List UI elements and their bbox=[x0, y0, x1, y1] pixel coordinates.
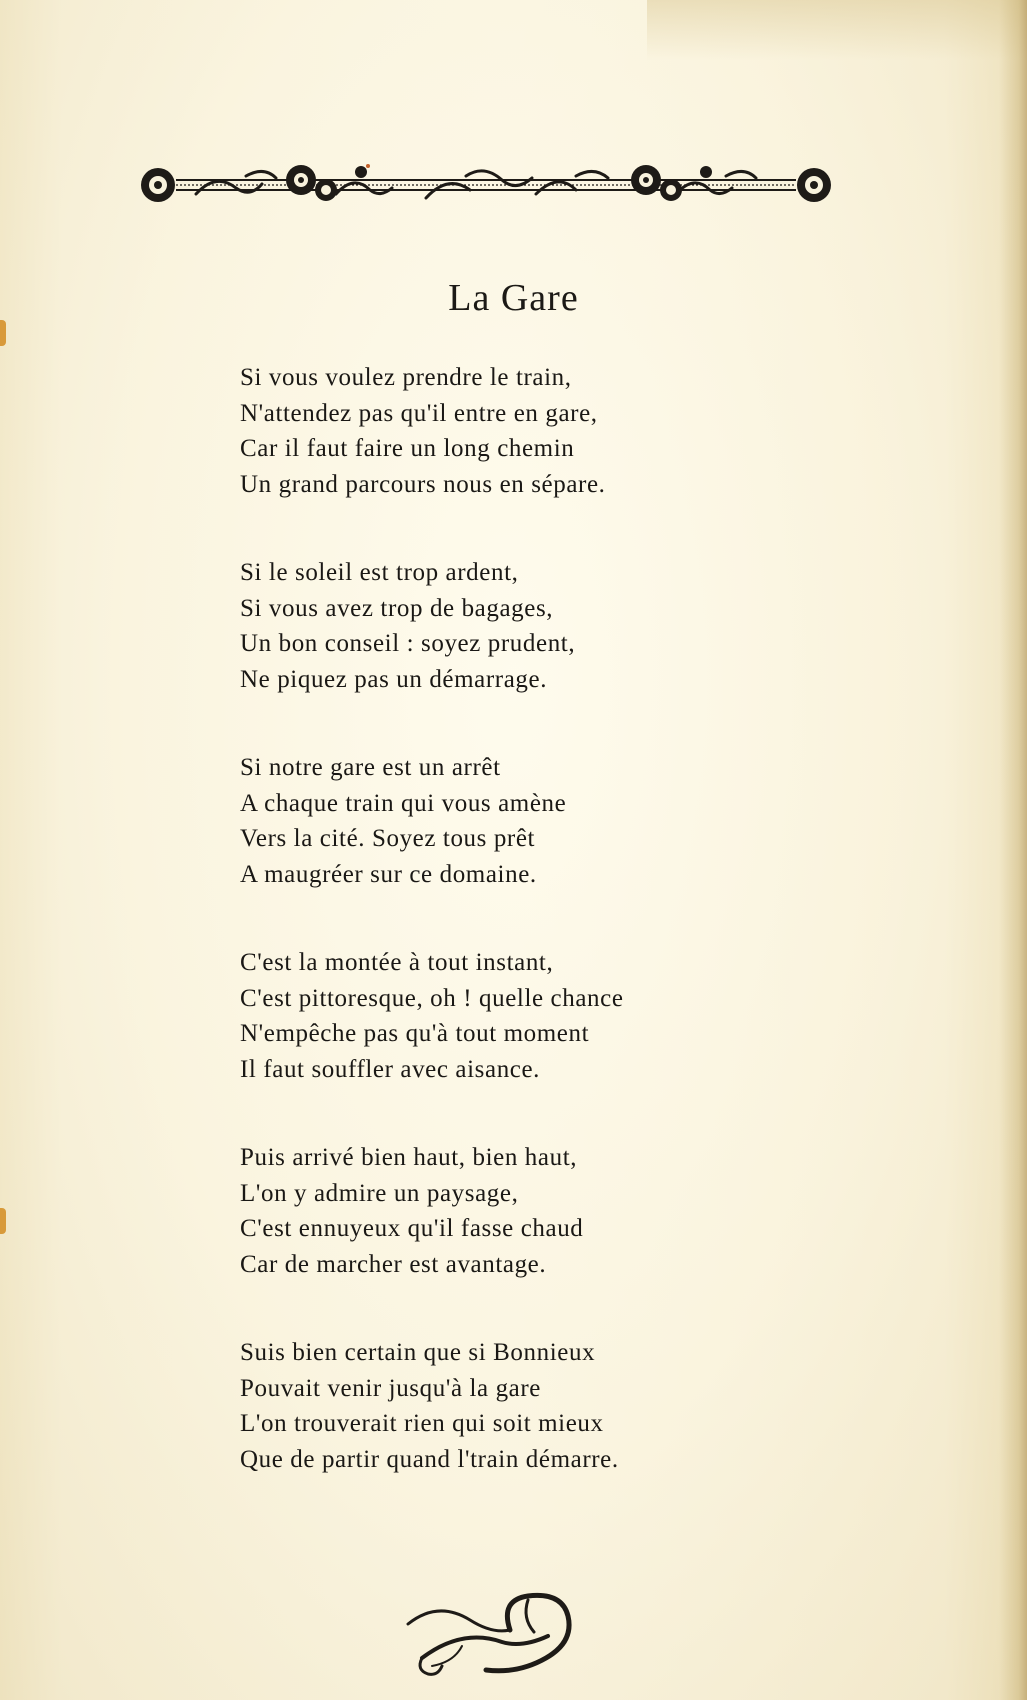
poem-line: Pouvait venir jusqu'à la gare bbox=[240, 1374, 541, 1402]
poem-line: N'empêche pas qu'à tout moment bbox=[240, 1020, 590, 1047]
poem-line: Si vous voulez prendre le train, bbox=[240, 364, 572, 391]
paper-edge bbox=[999, 0, 1027, 1700]
calligraphic-tailpiece-flourish bbox=[402, 1588, 582, 1680]
poem-line: C'est pittoresque, oh ! quelle chance bbox=[240, 984, 624, 1012]
poem-line: Un grand parcours nous en sépare. bbox=[240, 470, 606, 498]
binding-mark bbox=[0, 1208, 6, 1234]
poem-line: Car de marcher est avantage. bbox=[240, 1250, 547, 1278]
poem-title: La Gare bbox=[448, 277, 579, 319]
binding-mark bbox=[0, 320, 6, 346]
poem-line: Suis bien certain que si Bonnieux bbox=[240, 1339, 596, 1366]
stanza bbox=[240, 1140, 960, 1282]
paper-stain bbox=[647, 0, 1027, 60]
poem-line: Ne piquez pas un démarrage. bbox=[240, 665, 548, 693]
poem-line: A maugréer sur ce domaine. bbox=[240, 860, 537, 888]
poem-line: C'est la montée à tout instant, bbox=[240, 949, 554, 976]
poem-line: N'attendez pas qu'il entre en gare, bbox=[240, 399, 598, 427]
poem-line: Si le soleil est trop ardent, bbox=[240, 559, 519, 586]
poem-line: Il faut souffler avec aisance. bbox=[240, 1055, 541, 1083]
poem-line: C'est ennuyeux qu'il fasse chaud bbox=[240, 1215, 584, 1242]
poem-line: L'on y admire un paysage, bbox=[240, 1179, 519, 1207]
floral-border-ornament bbox=[136, 158, 836, 212]
poem-line: Vers la cité. Soyez tous prêt bbox=[240, 825, 536, 852]
stanza bbox=[240, 555, 960, 697]
poem-line: Que de partir quand l'train démarre. bbox=[240, 1445, 619, 1473]
stanza bbox=[240, 360, 960, 502]
poem-line: A chaque train qui vous amène bbox=[240, 789, 567, 817]
poem-line: Puis arrivé bien haut, bien haut, bbox=[240, 1144, 578, 1171]
poem-line: L'on trouverait rien qui soit mieux bbox=[240, 1410, 604, 1437]
poem-body bbox=[240, 360, 960, 1477]
poem-line: Si notre gare est un arrêt bbox=[240, 754, 501, 781]
stanza bbox=[240, 945, 960, 1087]
stanza bbox=[240, 750, 960, 892]
poem-line: Un bon conseil : soyez prudent, bbox=[240, 630, 576, 657]
poem-line: Car il faut faire un long chemin bbox=[240, 435, 575, 462]
poem-line: Si vous avez trop de bagages, bbox=[240, 594, 554, 622]
stanza bbox=[240, 1335, 960, 1477]
